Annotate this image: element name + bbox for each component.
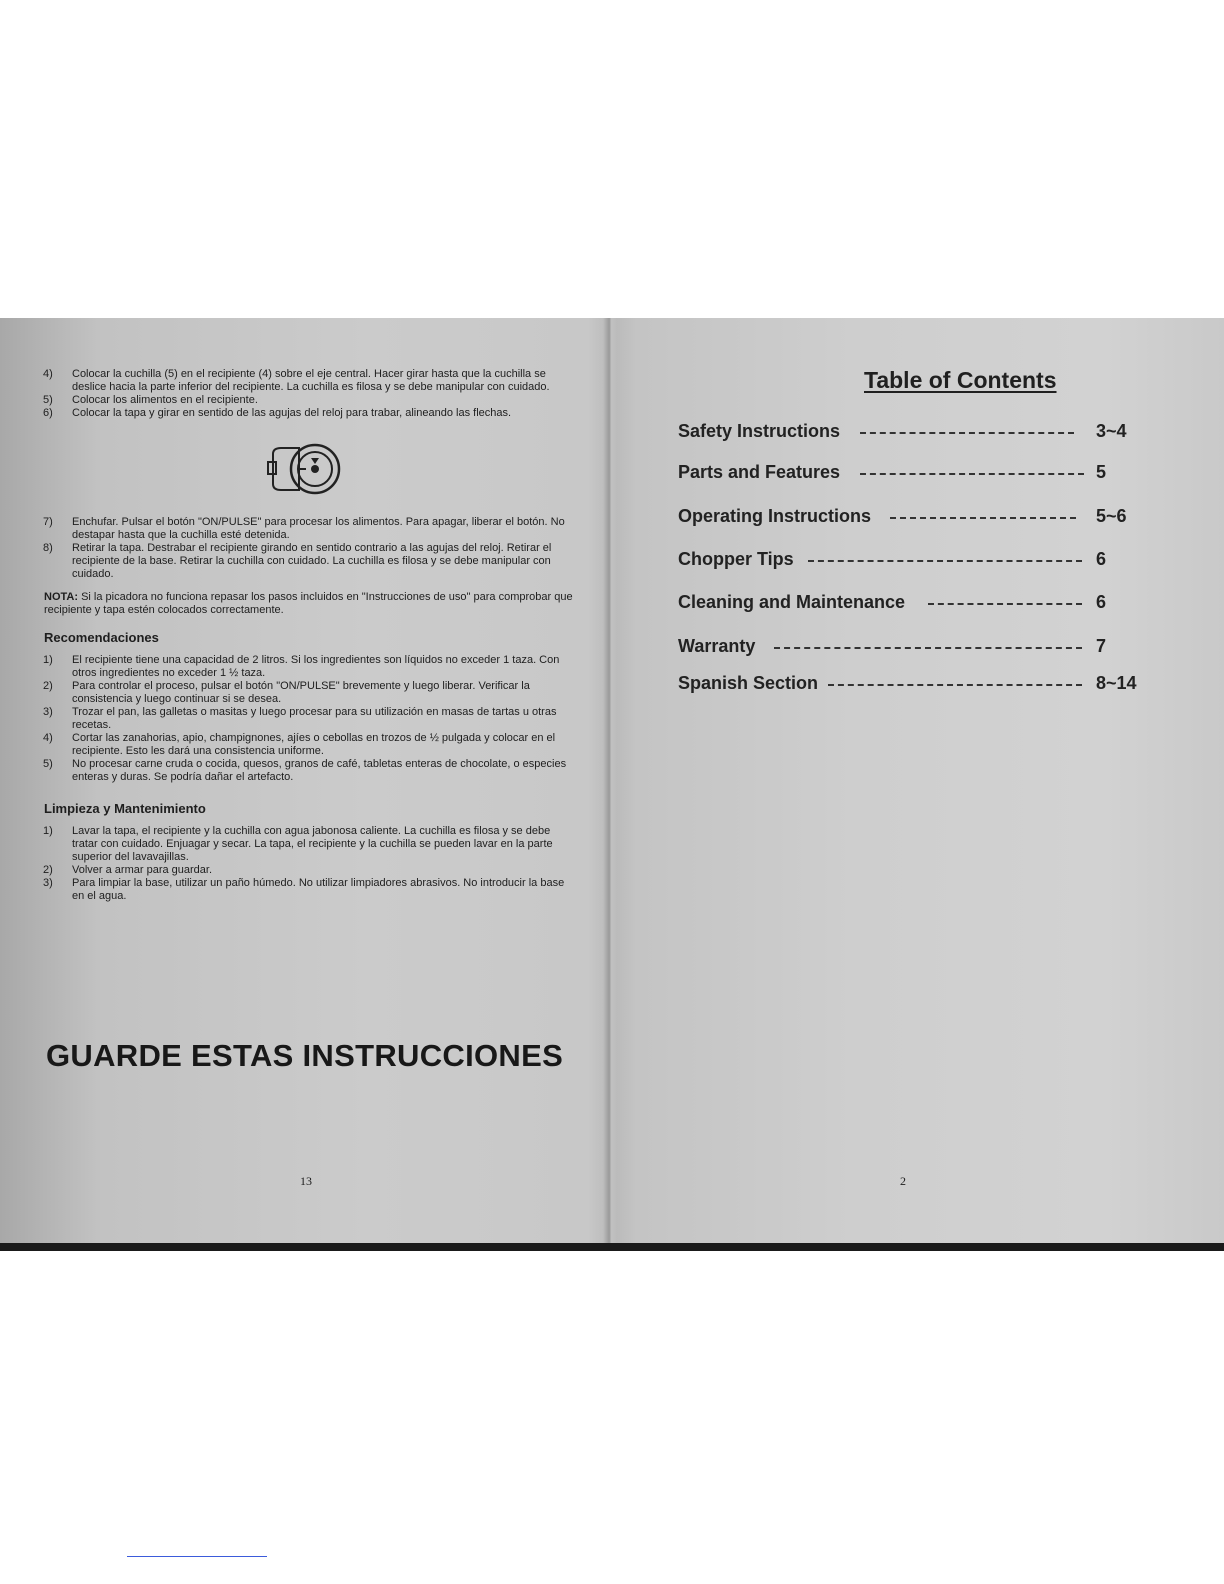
list-item: 7) Enchufar. Pulsar el botón "ON/PULSE" para procesar los alimentos. Para apagar, liberar el botón. No destapar hasta que la cuchilla esté detenida. (43, 516, 565, 541)
book-spine (603, 318, 617, 1243)
recomendaciones-list (40, 654, 575, 784)
page-number-right: 2 (900, 1174, 906, 1188)
toc-entry-page: 6 (1096, 592, 1107, 612)
list-item: 4) Cortar las zanahorias, apio, champignones, ajíes o cebollas en trozos de ½ pulgada y colocar en el recipiente. Esto les dará una consistencia uniforme. (43, 732, 556, 757)
toc-leader (860, 473, 1084, 475)
toc-entry-page: 8~14 (1096, 673, 1137, 693)
list-item: 5) Colocar los alimentos en el recipiente. (43, 394, 258, 406)
toc-title: Table of Contents (864, 367, 1057, 393)
toc-entry[interactable] (678, 549, 1138, 573)
steps-list-a (40, 368, 575, 420)
list-item: 6) Colocar la tapa y girar en sentido de las agujas del reloj para trabar, alineando las flechas. (43, 407, 512, 419)
closing-heading: GUARDE ESTAS INSTRUCCIONES (46, 1038, 564, 1073)
list-item: 2) Volver a armar para guardar. (43, 864, 213, 876)
page-number-left: 13 (300, 1174, 312, 1188)
toc-entry-page: 6 (1096, 549, 1107, 569)
limpieza-list (40, 825, 575, 903)
toc-entry-label: Cleaning and Maintenance (678, 592, 906, 612)
toc-entry[interactable] (678, 673, 1138, 697)
note-paragraph: NOTA: Si la picadora no funciona repasar los pasos incluidos en "Instrucciones de uso" para comprobar que recipiente y tapa estén colocados correctamente. (44, 591, 573, 616)
list-item: 3) Para limpiar la base, utilizar un paño húmedo. No utilizar limpiadores abrasivos. No introducir la base en el agua. (43, 877, 565, 902)
toc-entry-label: Operating Instructions (678, 506, 872, 526)
left-page (40, 368, 575, 903)
toc-entry-label: Parts and Features (678, 462, 841, 482)
toc-entry[interactable] (678, 592, 1138, 616)
list-item: 2) Para controlar el proceso, pulsar el botón "ON/PULSE" brevemente y luego liberar. Verificar la consistencia y luego continuar si se desea. (43, 680, 530, 705)
toc-entry-label: Spanish Section (678, 673, 819, 693)
toc-leader (890, 517, 1076, 519)
list-item: 5) No procesar carne cruda o cocida, quesos, granos de café, tabletas enteras de chocolate, o especies enteras y duras. Se podría dañar el artefacto. (43, 758, 567, 783)
section-heading-recomendaciones: Recomendaciones (44, 630, 159, 645)
toc-leader (808, 560, 1082, 562)
toc-entry[interactable] (678, 462, 1138, 486)
toc-leader (828, 684, 1082, 686)
toc-entry-label: Warranty (678, 636, 756, 656)
list-item: 8) Retirar la tapa. Destrabar el recipiente girando en sentido contrario a las agujas del reloj. Retirar el recipiente de la base. Retirar la cuchilla con cuidado. La cuchilla es filosa y se debe manipular con cuidado. (43, 542, 552, 580)
toc-entry-label: Chopper Tips (678, 549, 794, 569)
toc-entry-page: 7 (1096, 636, 1107, 656)
steps-list-b (40, 516, 575, 581)
toc-leader (928, 603, 1082, 605)
toc-entry-page: 3~4 (1096, 421, 1127, 441)
toc-leader (774, 647, 1082, 649)
scan-edge (0, 1243, 1224, 1251)
section-heading-limpieza: Limpieza y Mantenimiento (44, 801, 206, 816)
chopper-top-view-icon (265, 438, 345, 498)
list-item: 1) Lavar la tapa, el recipiente y la cuchilla con agua jabonosa caliente. La cuchilla es filosa y se debe tratar con cuidado. Enjuagar y secar. La tapa, el recipiente y la cuchilla se pueden lavar en la parte superior del lavavajillas. (43, 825, 553, 863)
list-item: 1) El recipiente tiene una capacidad de 2 litros. Si los ingredientes son líquidos no exceder 1 taza. Con otros ingredientes no exceder 1 ½ taza. (43, 654, 560, 679)
list-item: 3) Trozar el pan, las galletas o masitas y luego procesar para su utilización en masas de tartas u otras recetas. (43, 706, 557, 731)
stray-underline (127, 1556, 267, 1557)
toc-entry[interactable] (678, 636, 1138, 660)
toc-entry-page: 5~6 (1096, 506, 1127, 526)
list-item: 4) Colocar la cuchilla (5) en el recipiente (4) sobre el eje central. Hacer girar hasta que la cuchilla se deslice hacia la parte inferior del recipiente. La cuchilla es filosa y se debe manipular con cuidado. (43, 368, 550, 393)
toc-entry[interactable] (678, 506, 1138, 530)
toc-entry[interactable] (678, 421, 1138, 445)
toc-entry-page: 5 (1096, 462, 1107, 482)
toc-entry-label: Safety Instructions (678, 421, 841, 441)
toc-leader (860, 432, 1074, 434)
